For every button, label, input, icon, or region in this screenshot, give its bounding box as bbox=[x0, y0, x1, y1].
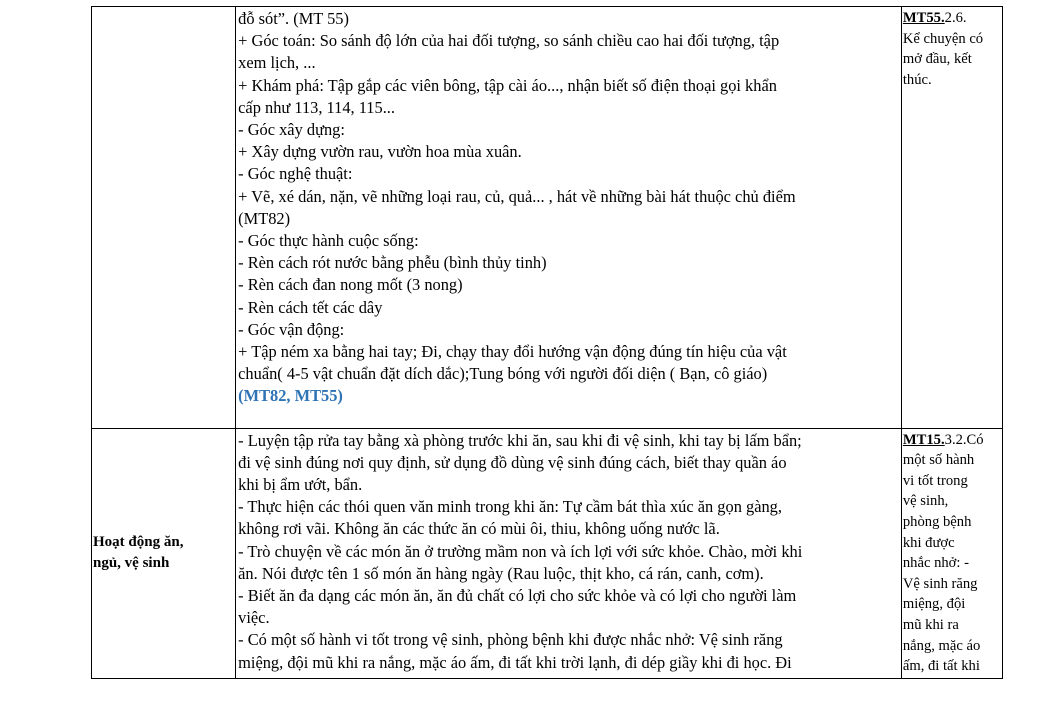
activity-label: ngủ, vệ sinh bbox=[93, 555, 170, 572]
table-row bbox=[92, 428, 1003, 678]
goal-line: vệ sinh, bbox=[902, 493, 949, 510]
goal-cell bbox=[901, 7, 1002, 429]
content-line: miệng, đội mũ khi ra nắng, mặc áo ấm, đi tất khi trời lạnh, đi dép giầy khi đi học. Đi bbox=[238, 652, 792, 672]
goal-cell bbox=[901, 428, 1002, 678]
content-line: xem lịch, ... bbox=[238, 53, 316, 73]
plan-table bbox=[91, 6, 1003, 679]
content-line: - Biết ăn đa dạng các món ăn, ăn đủ chất có lợi cho sức khỏe và có lợi cho người làm bbox=[238, 586, 797, 606]
content-line: - Góc nghệ thuật: bbox=[238, 164, 353, 184]
table-row bbox=[92, 7, 1003, 429]
content-cell bbox=[236, 428, 902, 678]
goal-line: thúc. bbox=[902, 71, 932, 88]
content-line: - Luyện tập rửa tay bằng xà phòng trước khi ăn, sau khi đi vệ sinh, khi tay bị lấm bẩn; bbox=[238, 430, 802, 450]
goal-number: 3.2.Có bbox=[944, 431, 984, 448]
goal-line: vi tốt trong bbox=[902, 472, 968, 489]
goal-code: MT55. bbox=[902, 10, 945, 26]
content-line: chuẩn( 4-5 vật chuẩn đặt dích dắc);Tung bóng với người đối diện ( Bạn, cô giáo) bbox=[238, 364, 768, 384]
content-line: + Khám phá: Tập gắp các viên bông, tập cài áo..., nhận biết số điện thoại gọi khẩn bbox=[238, 75, 777, 95]
goal-line: một số hành bbox=[902, 452, 975, 469]
content-line: - Rèn cách đan nong mốt (3 nong) bbox=[238, 275, 463, 295]
content-line: + Vẽ, xé dán, nặn, vẽ những loại rau, củ, quả... , hát về những bài hát thuộc chủ điểm bbox=[238, 186, 796, 206]
content-line: - Trò chuyện về các món ăn ở trường mầm non và ích lợi với sức khỏe. Chào, mời khi bbox=[238, 541, 803, 561]
goal-line: miệng, đội bbox=[902, 596, 966, 613]
content-line: cấp như 113, 114, 115... bbox=[238, 97, 395, 117]
goal-line: mở đầu, kết bbox=[902, 51, 972, 68]
content-line: - Góc thực hành cuộc sống: bbox=[238, 231, 419, 251]
goal-line: nhắc nhở: - bbox=[902, 555, 969, 572]
activity-label-cell bbox=[92, 428, 236, 678]
goal-line: mũ khi ra bbox=[902, 616, 959, 633]
goal-line: nắng, mặc áo bbox=[902, 637, 981, 654]
content-line: khi bị ẩm ướt, bẩn. bbox=[238, 475, 363, 495]
content-line: ăn. Nói được tên 1 số món ăn hàng ngày (Rau luộc, thịt kho, cá rán, canh, cơm). bbox=[238, 563, 764, 583]
goal-line: Vệ sinh răng bbox=[902, 575, 978, 592]
goal-line: phòng bệnh bbox=[902, 514, 972, 530]
content-cell bbox=[236, 7, 902, 429]
activity-label-cell bbox=[92, 7, 236, 429]
content-line: - Có một số hành vi tốt trong vệ sinh, phòng bệnh khi được nhắc nhở: Vệ sinh răng bbox=[238, 630, 783, 650]
goal-number: 2.6. bbox=[944, 10, 967, 26]
content-line: việc. bbox=[238, 608, 270, 628]
goal-code: MT15. bbox=[902, 431, 945, 448]
activity-label: Hoạt động ăn, bbox=[93, 534, 184, 551]
content-line: - Góc xây dựng: bbox=[238, 120, 345, 140]
goal-first-line bbox=[903, 430, 1001, 451]
content-line: + Xây dựng vườn rau, vườn hoa mùa xuân. bbox=[238, 142, 522, 162]
content-line: + Tập ném xa bằng hai tay; Đi, chạy thay đổi hướng vận động đúng tín hiệu của vật bbox=[238, 342, 787, 362]
content-line: (MT82) bbox=[238, 208, 291, 228]
goal-reference: (MT82, MT55) bbox=[238, 386, 343, 406]
content-line: - Góc vận động: bbox=[238, 319, 345, 339]
goal-line: Kể chuyện có bbox=[902, 30, 984, 47]
content-line: - Rèn cách tết các dây bbox=[238, 297, 383, 317]
content-line: đi vệ sinh đúng nơi quy định, sử dụng đồ dùng vệ sinh đúng cách, biết thay quần áo bbox=[238, 452, 787, 472]
goal-line: khi được bbox=[902, 534, 955, 551]
content-line: không rơi vãi. Không ăn các thức ăn có mùi ôi, thiu, không uống nước lã. bbox=[238, 519, 720, 539]
content-line: - Rèn cách rót nước bằng phễu (bình thủy tinh) bbox=[238, 253, 547, 273]
goal-line: ấm, đi tất khi bbox=[902, 658, 980, 675]
content-line: đỗ sót”. (MT 55) bbox=[238, 9, 349, 28]
content-line: + Góc toán: So sánh độ lớn của hai đối tượng, so sánh chiều cao hai đối tượng, tập bbox=[238, 31, 780, 51]
content-line: - Thực hiện các thói quen văn minh trong khi ăn: Tự cầm bát thìa xúc ăn gọn gàng, bbox=[238, 497, 782, 517]
goal-first-line bbox=[903, 8, 1001, 29]
